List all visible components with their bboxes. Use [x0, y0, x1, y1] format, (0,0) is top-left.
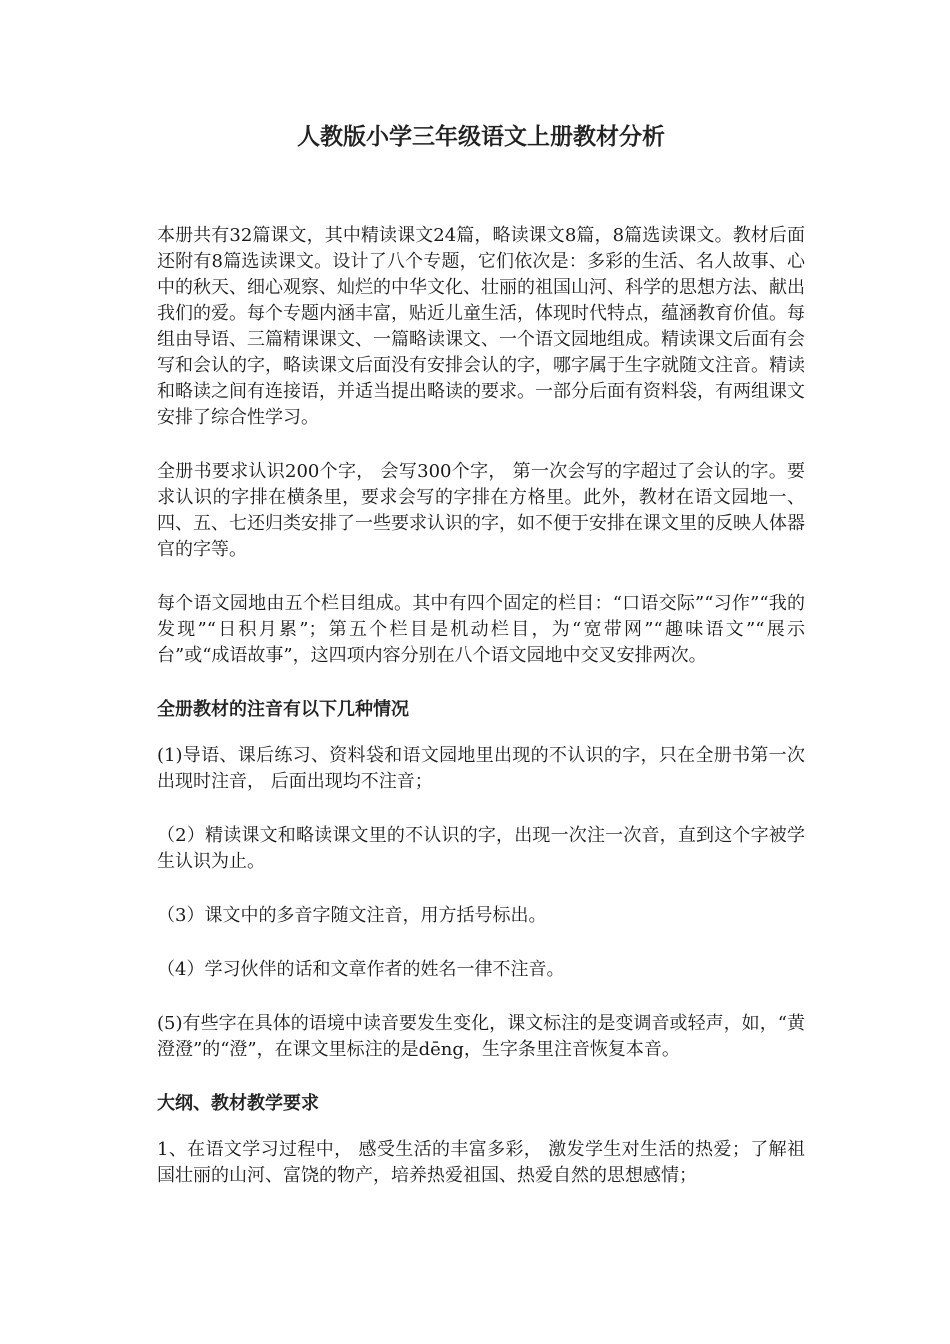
pinyin-section-heading: 全册教材的注音有以下几种情况 — [157, 699, 409, 720]
intro-paragraph: 本册共有32篇课文，其中精读课文24篇，略读课文8篇，8篇选读课文。教材后面还附有8篇选读课文。设计了八个专题，它们依次是：多彩的生活、名人故事、心中的秋天、细心观察、灿烂的中华文化、壮丽的祖国山河、科学的思想方法、献出我们的爱。每个专题内涵丰富，贴近儿童生活，体现时代特点，蕴涵教育价值。每组由导语、三篇精课课文、一篇略读课文、一个语文园地组成。精读课文后面有会写和会认的字，略读课文后面没有安排会认的字，哪字属于生字就随文注音。精读和略读之间有连接语，并适当提出略读的要求。一部分后面有资料袋，有两组课文安排了综合性学习。 — [157, 225, 805, 428]
language-garden-paragraph: 每个语文园地由五个栏目组成。其中有四个固定的栏目：“口语交际”“习作”“我的发现”“日积月累”；第五个栏目是机动栏目，为“宽带网”“趣味语文”“展示台”或“成语故事”，这四项内容分别在八个语文园地中交叉安排两次。 — [157, 593, 805, 666]
pinyin-rule-1: (1)导语、课后练习、资料袋和语文园地里出现的不认识的字，只在全册书第一次出现时注音， 后面出现均不注音； — [157, 745, 805, 792]
pinyin-rule-3: （3）课文中的多音字随文注音，用方括号标出。 — [157, 905, 547, 926]
pinyin-rule-5: (5)有些字在具体的语境中读音要发生变化，课文标注的是变调音或轻声，如，“黄澄澄”的“澄”，在课文里标注的是dēng，生字条里注音恢复本音。 — [157, 1013, 805, 1060]
pinyin-rule-2: （2）精读课文和略读课文里的不认识的字，出现一次注一次音，直到这个字被学生认识为止。 — [157, 825, 805, 872]
requirements-section-heading: 大纲、教材教学要求 — [157, 1093, 319, 1114]
requirement-item-1: 1、在语文学习过程中， 感受生活的丰富多彩， 激发学生对生活的热爱；了解祖国壮丽的山河、富饶的物产，培养热爱祖国、热爱自然的思想感情； — [157, 1139, 805, 1186]
pinyin-rule-4: （4）学习伙伴的话和文章作者的姓名一律不注音。 — [157, 959, 565, 980]
character-requirement-paragraph: 全册书要求认识200个字， 会写300个字， 第一次会写的字超过了会认的字。要求认识的字排在横条里，要求会写的字排在方格里。此外，教材在语文园地一、四、五、七还归类安排了一些要求认识的字，如不便于安排在课文里的反映人体器官的字等。 — [157, 461, 805, 560]
document-title: 人教版小学三年级语文上册教材分析 — [297, 124, 665, 150]
document-page — [157, 120, 805, 1217]
